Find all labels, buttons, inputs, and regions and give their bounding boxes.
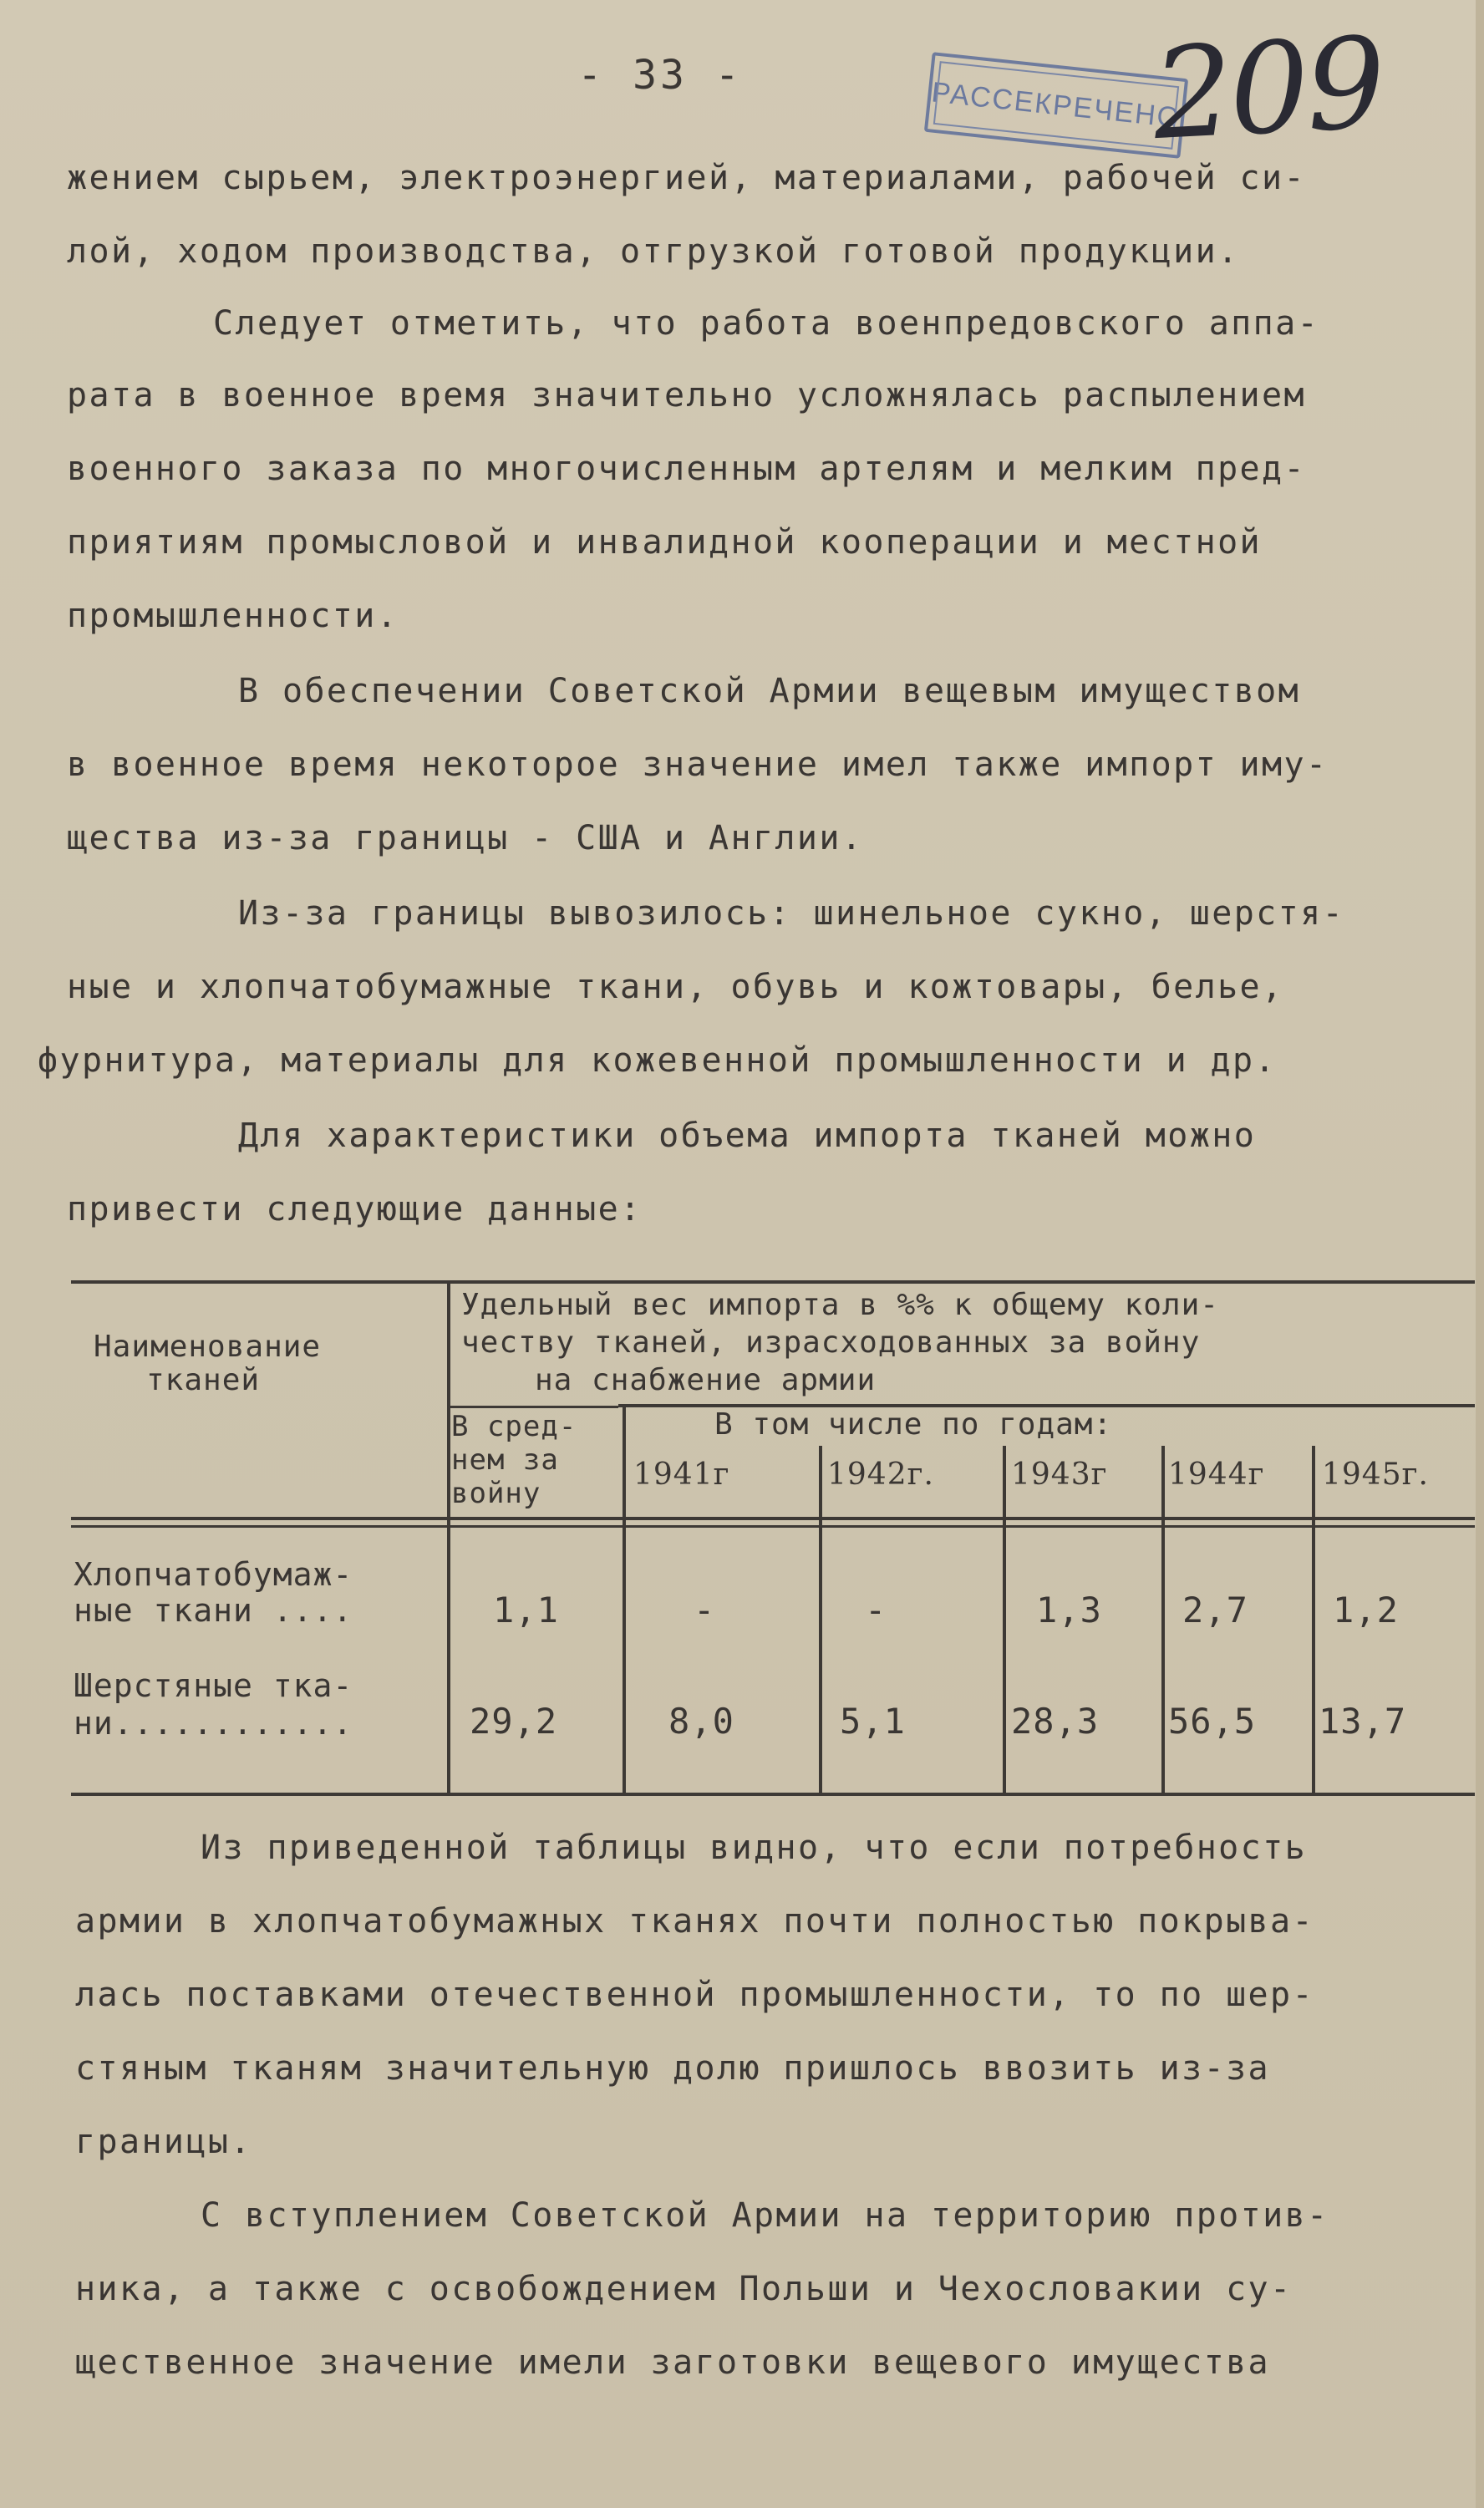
col-header-average: войну <box>451 1477 541 1510</box>
text-line: привести следующие данные: <box>67 1190 643 1229</box>
col-header-year: 1944г <box>1168 1457 1265 1492</box>
page-number: - 33 - <box>577 52 743 99</box>
col-header-name: тканей <box>146 1363 261 1397</box>
col-header-year: 1943г <box>1011 1457 1108 1492</box>
col-header-year: 1941г <box>633 1457 730 1492</box>
table-rule-avg-top <box>447 1406 618 1408</box>
row-name: ные ткани .... <box>74 1592 353 1629</box>
text-line: в военное время некоторое значение имел также импорт иму- <box>67 745 1329 784</box>
cell-value: 56,5 <box>1168 1701 1257 1742</box>
text-line: приятиям промысловой и инвалидной кооперации и местной <box>67 523 1263 562</box>
cell-value: 13,7 <box>1319 1701 1407 1742</box>
text-line: ные и хлопчатобумажные ткани, обувь и кожтовары, белье, <box>67 968 1284 1006</box>
col-header-average: В сред- <box>451 1410 577 1443</box>
text-line: Из-за границы вывозилось: шинельное сукно, шерстя- <box>238 894 1345 933</box>
text-line: стяным тканям значительную долю пришлось ввозить из-за <box>75 2049 1271 2088</box>
declassified-stamp: РАССЕКРЕЧЕНО <box>924 52 1188 159</box>
col-header-year: 1942г. <box>827 1457 934 1492</box>
row-name: Шерстяные тка- <box>74 1667 353 1704</box>
table-rule-bottom <box>71 1793 1475 1796</box>
text-line: рата в военное время значительно усложнялась распылением <box>67 376 1306 415</box>
text-line: промышленности. <box>67 597 399 635</box>
cell-avg: 1,1 <box>493 1590 559 1630</box>
text-line: военного заказа по многочисленным артелям и мелким пред- <box>67 450 1306 488</box>
table-rule-v5 <box>1161 1446 1165 1796</box>
text-line: лой, ходом производства, отгрузкой готовой продукции. <box>67 232 1240 271</box>
table-rule-header-bottom <box>71 1517 1475 1520</box>
cell-value: - <box>865 1590 887 1630</box>
cell-value: 2,7 <box>1182 1590 1248 1630</box>
text-line: Для характеристики объема импорта тканей можно <box>238 1117 1257 1155</box>
cell-value: - <box>694 1590 716 1630</box>
col-header-average: нем за <box>451 1443 559 1477</box>
group-header: Удельный вес импорта в %% к общему коли- <box>461 1288 1219 1322</box>
folio-number: 209 <box>1149 10 1386 169</box>
text-line: ника, а также с освобождением Польши и Чехословакии су- <box>75 2270 1293 2308</box>
table-rule-v6 <box>1312 1446 1315 1796</box>
cell-value: 8,0 <box>668 1701 734 1742</box>
group-header: на снабжение армии <box>535 1363 877 1397</box>
text-line: фурнитура, материалы для кожевенной промышленности и др. <box>38 1041 1277 1080</box>
table-rule-header-bottom-2 <box>71 1525 1475 1528</box>
group-header: честву тканей, израсходованных за войну <box>461 1325 1201 1360</box>
cell-value: 1,3 <box>1036 1590 1102 1630</box>
cell-value: 28,3 <box>1011 1701 1100 1742</box>
text-line: Из приведенной таблицы видно, что если потребность <box>201 1829 1308 1867</box>
text-line: щества из-за границы - США и Англии. <box>67 819 864 857</box>
col-header-year: 1945г. <box>1322 1457 1429 1492</box>
text-line: Следует отметить, что работа военпредовского аппа- <box>213 304 1320 343</box>
table-rule-v1 <box>447 1280 450 1796</box>
table-rule-v3 <box>819 1446 822 1796</box>
text-line: лась поставками отечественной промышленности, то по шер- <box>75 1976 1314 2014</box>
text-line: границы. <box>75 2123 252 2161</box>
text-line: щественное значение имели заготовки вещевого имущества <box>75 2343 1271 2382</box>
text-line: С вступлением Советской Армии на территорию против- <box>201 2196 1329 2235</box>
cell-value: 5,1 <box>840 1701 906 1742</box>
page-edge <box>1476 0 1484 2508</box>
table-rule-v2 <box>623 1406 626 1796</box>
text-line: жением сырьем, электроэнергией, материалами, рабочей си- <box>67 159 1306 197</box>
cell-avg: 29,2 <box>470 1701 558 1742</box>
cell-value: 1,2 <box>1333 1590 1399 1630</box>
text-line: В обеспечении Советской Армии вещевым имуществом <box>238 672 1301 710</box>
table-rule-v4 <box>1003 1446 1006 1796</box>
row-name: Хлопчатобумаж- <box>74 1556 353 1593</box>
text-line: армии в хлопчатобумажных тканях почти полностью покрыва- <box>75 1902 1314 1941</box>
row-name: ни............ <box>74 1705 353 1742</box>
table-rule-top <box>71 1280 1475 1284</box>
col-header-name: Наименование <box>94 1330 322 1364</box>
years-group-header: В том числе по годам: <box>714 1407 1113 1442</box>
